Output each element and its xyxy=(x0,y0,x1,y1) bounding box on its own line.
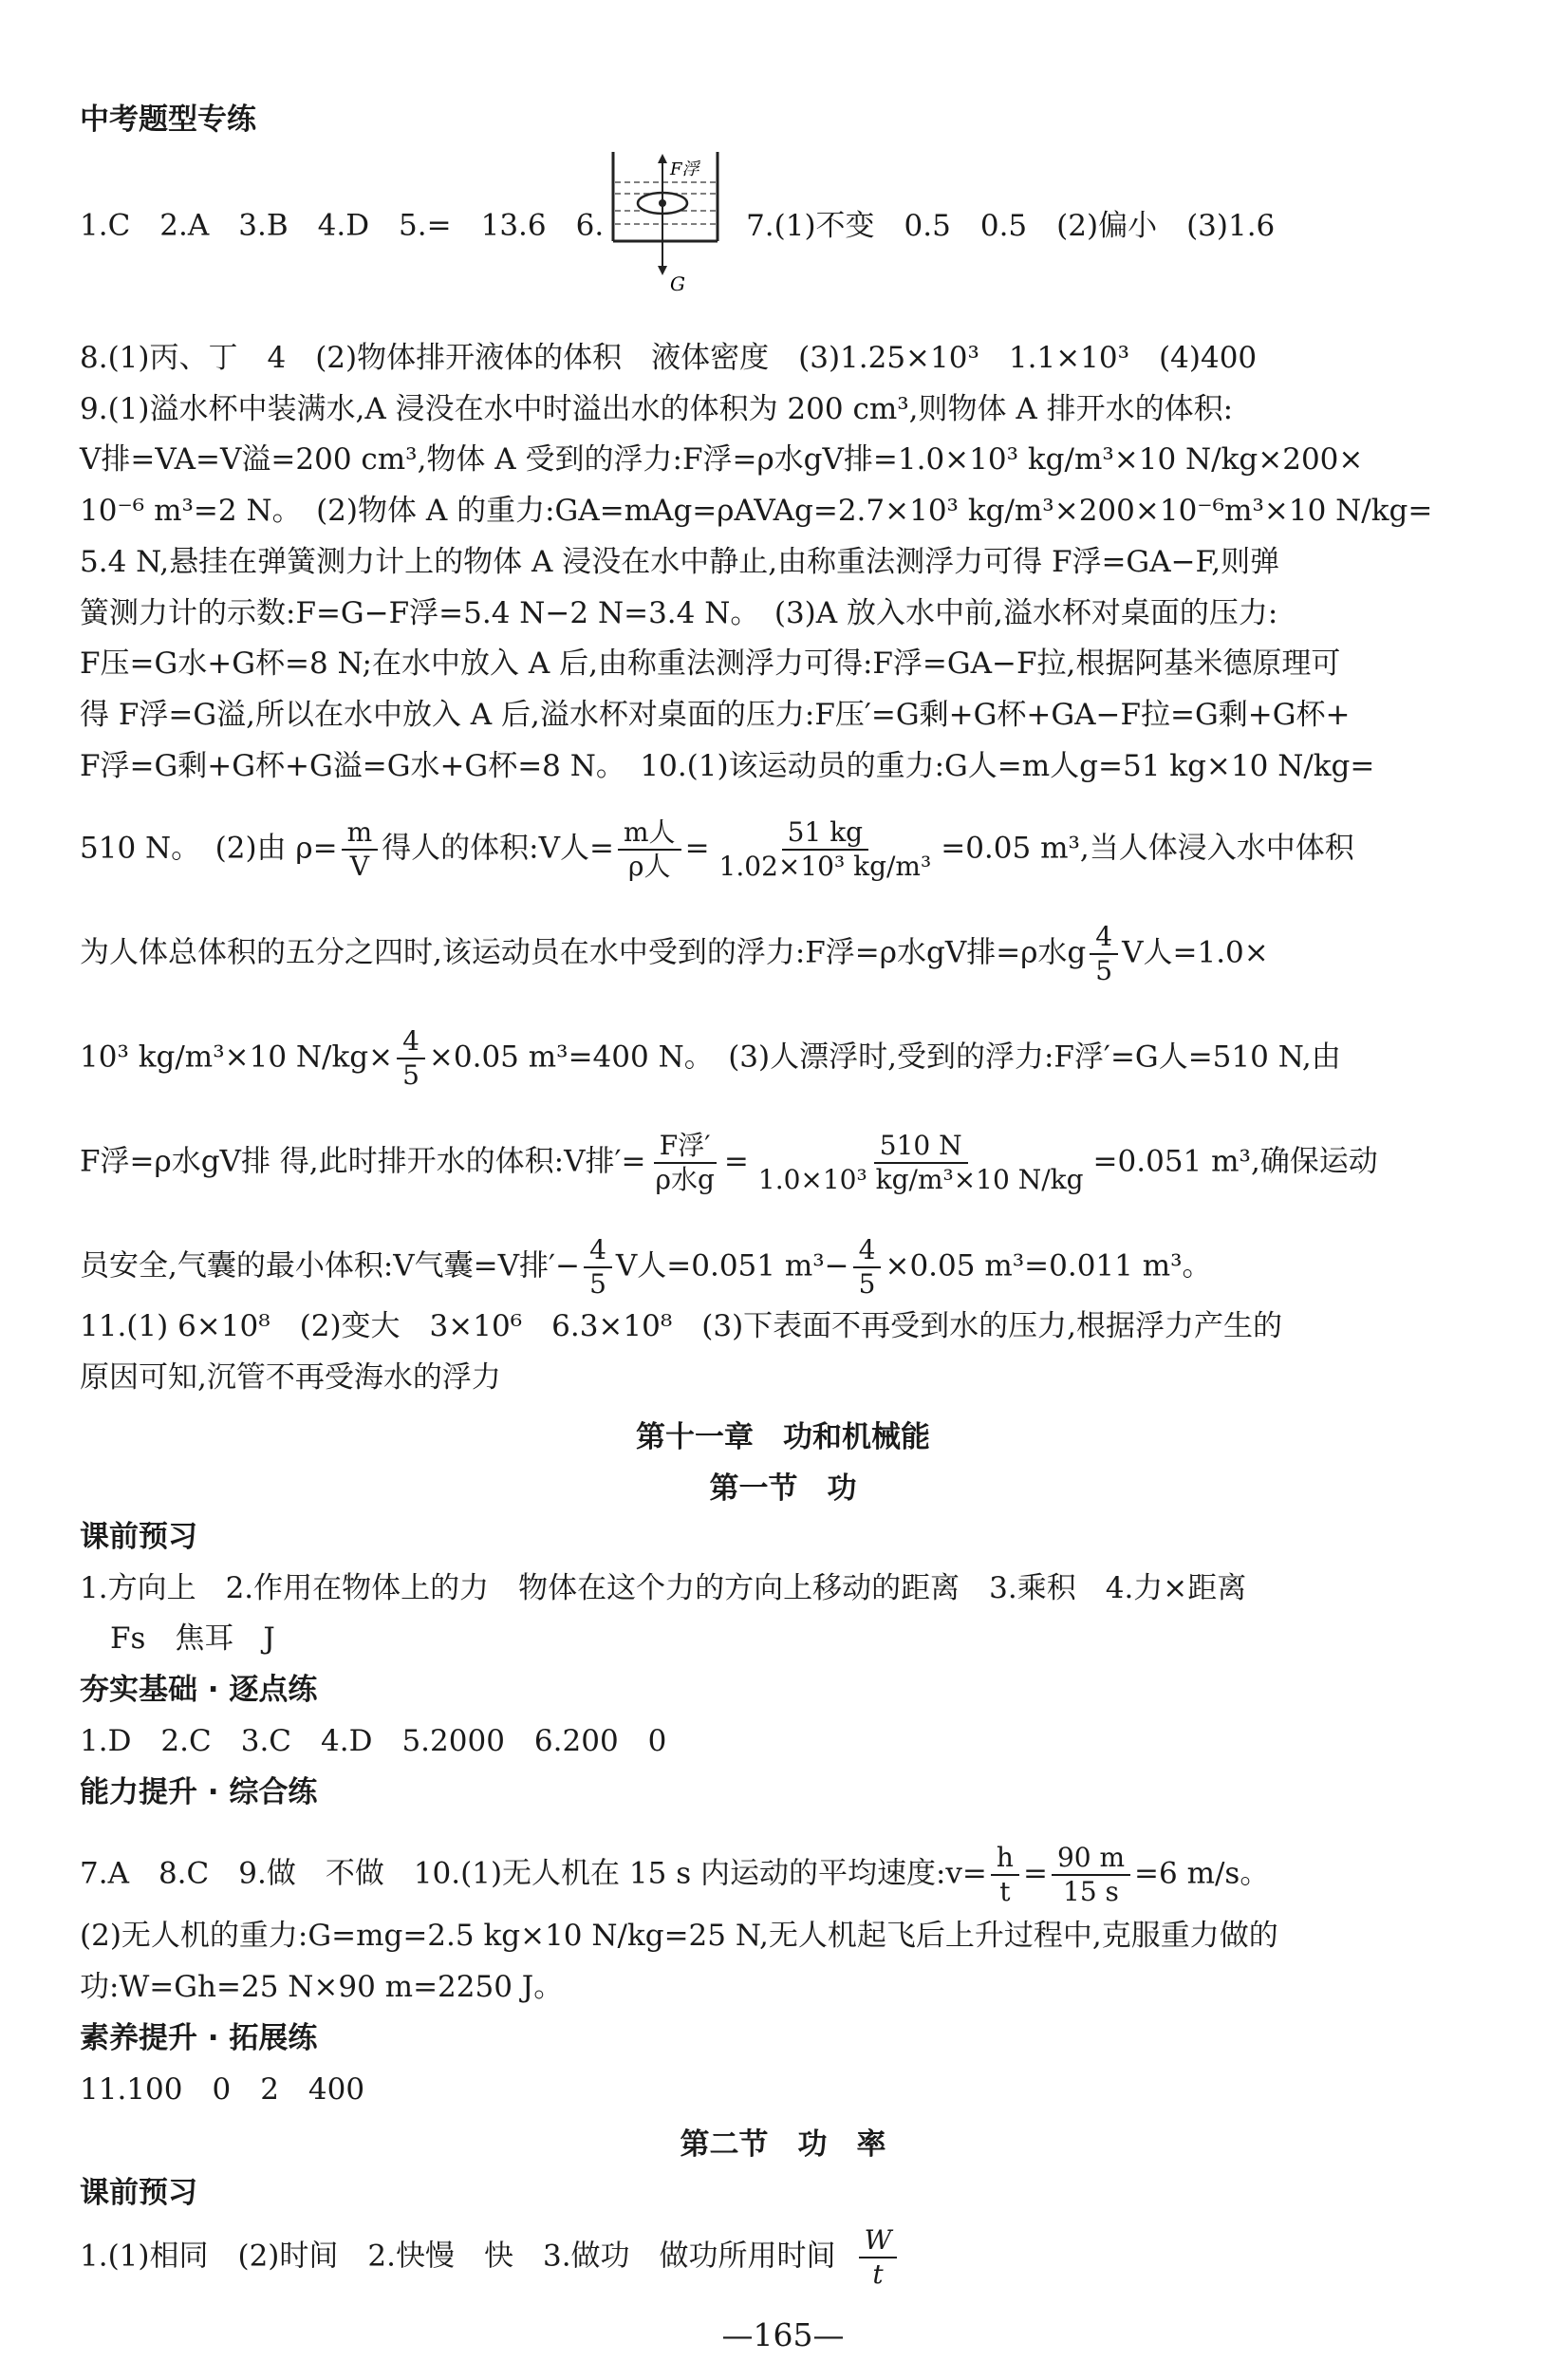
text-fragment: ×0.05 m³=400 N。 (3)人漂浮时,受到的浮力:F浮′=G人=510 N,由 xyxy=(428,1040,1341,1075)
diagram-buoyancy-label: F浮 xyxy=(670,159,699,179)
fraction xyxy=(618,816,681,883)
answer-9-line-c: 10⁻⁶ m³=2 N。 (2)物体 A 的重力:GA=mAg=ρAVAg=2.7×10³ kg/m³×200×10⁻⁶m³×10 N/kg= xyxy=(80,494,1433,528)
chapter-title: 第十一章 功和机械能 xyxy=(636,1420,930,1454)
fraction xyxy=(714,816,938,883)
fraction xyxy=(397,1025,425,1092)
heading-ability: 能力提升 · 综合练 xyxy=(80,1775,318,1809)
answer-8: 8.(1)丙、丁 4 (2)物体排开液体的体积 液体密度 (3)1.25×10³ 1.1×10³ (4)400 xyxy=(80,341,1258,375)
fraction-numerator: 51 kg xyxy=(782,816,868,851)
fraction-denominator: t xyxy=(999,1876,1011,1907)
s1-preview-line-2: Fs 焦耳 J xyxy=(110,1621,275,1656)
fraction-denominator: 5 xyxy=(402,1059,419,1091)
fraction xyxy=(1090,921,1118,987)
fraction xyxy=(1052,1842,1130,1908)
fraction xyxy=(859,2224,898,2291)
answer-10-line-e xyxy=(80,1234,1443,1301)
text-fragment: F浮=ρ水gV排 得,此时排开水的体积:V排′= xyxy=(80,1144,646,1179)
answers-line-1 xyxy=(80,150,1443,304)
answer-9-line-d: 5.4 N,悬挂在弹簧测力计上的物体 A 浸没在水中静止,由称重法测浮力可得 F浮=GA−F,则弹 xyxy=(80,545,1280,579)
text-fragment: 得人的体积:V人= xyxy=(382,831,614,866)
answer-9-line-a: 9.(1)溢水杯中装满水,A 浸没在水中时溢出水的体积为 200 cm³,则物体 A 排开水的体积: xyxy=(80,392,1234,426)
s1-ability-line-1 xyxy=(80,1842,1443,1908)
fraction xyxy=(753,1130,1090,1196)
fraction-denominator: 15 s xyxy=(1063,1876,1119,1907)
heading-basic-practice: 夯实基础 · 逐点练 xyxy=(80,1673,318,1707)
s1-ability-line-3: 功:W=Gh=25 N×90 m=2250 J。 xyxy=(80,1970,564,2004)
section-1-title: 第一节 功 xyxy=(709,1471,857,1506)
s1-basic-answers: 1.D 2.C 3.C 4.D 5.2000 6.200 0 xyxy=(80,1724,667,1758)
fraction-denominator: 5 xyxy=(858,1268,876,1300)
fraction-numerator: F浮′ xyxy=(654,1130,717,1164)
s1-ability-line-2: (2)无人机的重力:G=mg=2.5 kg×10 N/kg=25 N,无人机起飞后上升过程中,克服重力做的 xyxy=(80,1919,1278,1953)
diagram-gravity-label: G xyxy=(670,272,686,292)
text-fragment: 7.A 8.C 9.做 不做 10.(1)无人机在 15 s 内运动的平均速度:v= xyxy=(80,1856,987,1891)
fraction xyxy=(853,1234,882,1301)
fraction-denominator: 5 xyxy=(1095,955,1113,986)
fraction-numerator: 90 m xyxy=(1052,1842,1130,1876)
text-fragment: =6 m/s。 xyxy=(1134,1856,1270,1891)
fraction-numerator: 4 xyxy=(584,1234,612,1268)
fraction-denominator: 1.0×10³ kg/m³×10 N/kg xyxy=(757,1164,1084,1195)
text-fragment: ×0.05 m³=0.011 m³。 xyxy=(885,1248,1212,1284)
heading-extension: 素养提升 · 拓展练 xyxy=(80,2021,318,2055)
fraction xyxy=(991,1842,1019,1908)
fraction-numerator: h xyxy=(991,1842,1019,1876)
fraction-numerator: m人 xyxy=(618,816,681,851)
s1-preview-line-1: 1.方向上 2.作用在物体上的力 物体在这个力的方向上移动的距离 3.乘积 4.力×距离 xyxy=(80,1571,1247,1605)
text-fragment: = xyxy=(1022,1856,1048,1891)
fraction-denominator: t xyxy=(872,2258,884,2290)
text-fragment: 10³ kg/m³×10 N/kg× xyxy=(80,1040,394,1075)
answer-10-line-b xyxy=(80,921,1443,987)
text-fragment: V人=1.0× xyxy=(1122,935,1269,970)
text-fragment: V人=0.051 m³− xyxy=(615,1248,849,1284)
answer-10-line-d xyxy=(80,1130,1443,1196)
text-fragment: = xyxy=(684,831,710,866)
answer-10-line-c xyxy=(80,1025,1443,1092)
text-fragment: 为人体总体积的五分之四时,该运动员在水中受到的浮力:F浮=ρ水gV排=ρ水g xyxy=(80,935,1087,970)
answer-9-line-f: F压=G水+G杯=8 N;在水中放入 A 后,由称重法测浮力可得:F浮=GA−F拉,根据阿基米德原理可 xyxy=(80,647,1341,681)
fraction-denominator: ρ水g xyxy=(655,1164,715,1195)
text-fragment: 510 N。 (2)由 ρ= xyxy=(80,831,338,866)
answer-10-line-a xyxy=(80,816,1443,883)
fraction-numerator: m xyxy=(342,816,379,851)
fraction-denominator: 5 xyxy=(589,1268,606,1300)
answer-9-line-b: V排=VA=V溢=200 cm³,物体 A 受到的浮力:F浮=ρ水gV排=1.0×10³ kg/m³×10 N/kg×200× xyxy=(80,442,1364,477)
fraction-numerator: 4 xyxy=(397,1025,425,1059)
fraction-denominator: V xyxy=(349,851,370,882)
fraction-denominator: 1.02×10³ kg/m³ xyxy=(718,851,932,882)
fraction-numerator: W xyxy=(859,2224,898,2258)
text-fragment: 1.(1)相同 (2)时间 2.快慢 快 3.做功 做功所用时间 xyxy=(80,2239,836,2274)
s2-preview-line-1 xyxy=(80,2224,1443,2291)
answer-9-line-g: 得 F浮=G溢,所以在水中放入 A 后,溢水杯对桌面的压力:F压′=G剩+G杯+GA−F拉=G剩+G杯+ xyxy=(80,698,1351,732)
text-fragment: 员安全,气囊的最小体积:V气囊=V排′− xyxy=(80,1248,581,1284)
heading-preview-1: 课前预习 xyxy=(80,1520,197,1554)
buoyancy-diagram xyxy=(607,150,721,304)
fraction xyxy=(584,1234,612,1301)
section-2-title: 第二节 功 率 xyxy=(680,2127,886,2162)
text-fragment: =0.05 m³,当人体浸入水中体积 xyxy=(941,831,1354,866)
fraction-numerator: 510 N xyxy=(874,1130,968,1164)
fraction-denominator: ρ人 xyxy=(628,851,671,882)
fraction-numerator: 4 xyxy=(853,1234,882,1268)
heading-preview-2: 课前预习 xyxy=(80,2176,197,2210)
text-fragment: =0.051 m³,确保运动 xyxy=(1092,1144,1378,1179)
answers-7: 7.(1)不变 0.5 0.5 (2)偏小 (3)1.6 xyxy=(746,208,1276,243)
fraction xyxy=(650,1130,720,1196)
page-number: —165— xyxy=(721,2316,845,2353)
answers-1-to-6: 1.C 2.A 3.B 4.D 5.= 13.6 6. xyxy=(80,208,605,243)
answer-11-line-b: 原因可知,沉管不再受海水的浮力 xyxy=(80,1360,501,1395)
text-fragment: = xyxy=(723,1144,749,1179)
heading-zhongkao: 中考题型专练 xyxy=(80,103,256,137)
s1-extension-answers: 11.100 0 2 400 xyxy=(80,2072,365,2107)
fraction-numerator: 4 xyxy=(1090,921,1118,955)
answer-9-line-h: F浮=G剩+G杯+G溢=G水+G杯=8 N。 10.(1)该运动员的重力:G人=m人g=51 kg×10 N/kg= xyxy=(80,749,1375,783)
answer-9-line-e: 簧测力计的示数:F=G−F浮=5.4 N−2 N=3.4 N。 (3)A 放入水中前,溢水杯对桌面的压力: xyxy=(80,596,1278,630)
fraction xyxy=(342,816,379,883)
answer-11-line-a: 11.(1) 6×10⁸ (2)变大 3×10⁶ 6.3×10⁸ (3)下表面不再受到水的压力,根据浮力产生的 xyxy=(80,1309,1283,1343)
